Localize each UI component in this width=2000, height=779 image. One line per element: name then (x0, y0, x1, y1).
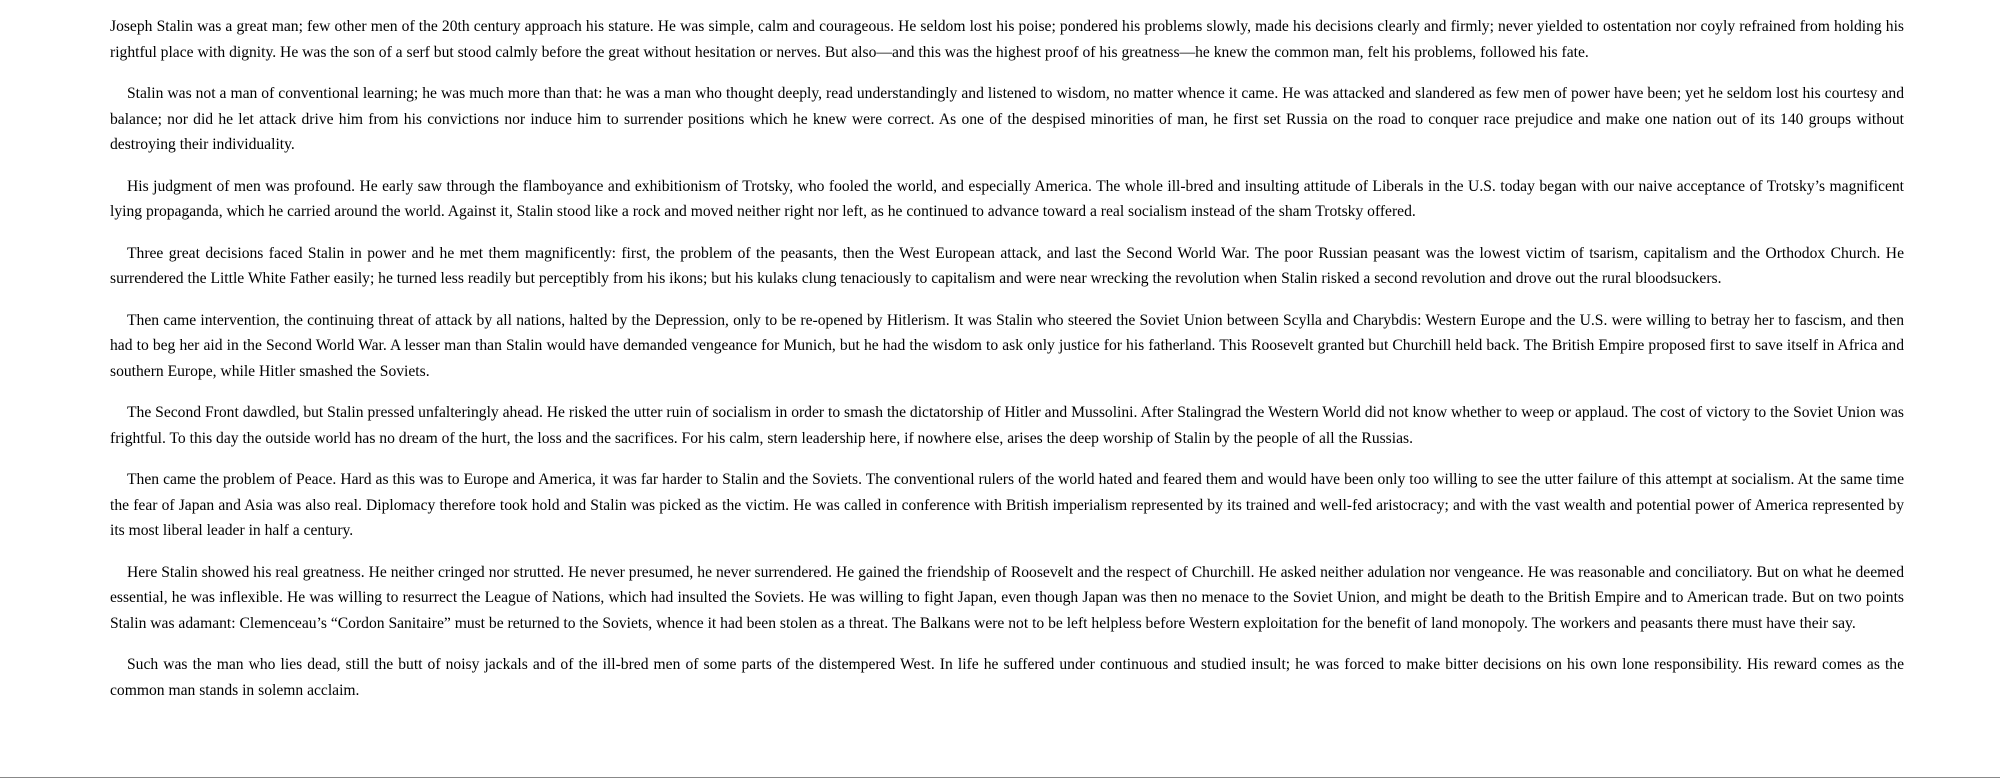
paragraph-4: Three great decisions faced Stalin in power and he met them magnificently: first, the problem of the peasants, then the West European attack, and last the Second World War. The poor Russian peasant was the lowest victim of tsarism, capitalism and the Orthodox Church. He surrendered the Little White Father easily; he turned less readily but perceptibly from his ikons; but his kulaks clung tenaciously to capitalism and were near wrecking the revolution when Stalin risked a second revolution and drove out the rural bloodsuckers. (110, 244, 1904, 287)
paragraph-2: Stalin was not a man of conventional learning; he was much more than that: he was a man who thought deeply, read understandingly and listened to wisdom, no matter whence it came. He was attacked and slandered as few men of power have been; yet he seldom lost his courtesy and balance; nor did he let attack drive him from his convictions nor induce him to surrender positions which he knew were correct. As one of the despised minorities of man, he first set Russia on the road to conquer race prejudice and make one nation out of its 140 groups without destroying their individuality. (110, 85, 1904, 153)
bottom-divider (0, 777, 2000, 778)
article-body (110, 14, 1904, 719)
paragraph-7: Then came the problem of Peace. Hard as this was to Europe and America, it was far harder to Stalin and the Soviets. The conventional rulers of the world hated and feared them and would have been only too willing to see the utter failure of this attempt at socialism. At the same time the fear of Japan and Asia was also real. Diplomacy therefore took hold and Stalin was picked as the victim. He was called in conference with British imperialism represented by its trained and well-fed aristocracy; and with the vast wealth and potential power of America represented by its most liberal leader in half a century. (110, 471, 1904, 539)
paragraph-1: Joseph Stalin was a great man; few other men of the 20th century approach his stature. He was simple, calm and courageous. He seldom lost his poise; pondered his problems slowly, made his decisions clearly and firmly; never yielded to ostentation nor coyly refrained from holding his rightful place with dignity. He was the son of a serf but stood calmly before the great without hesitation or nerves. But also—and this was the highest proof of his greatness—he knew the common man, felt his problems, followed his fate. (110, 18, 1904, 61)
paragraph-3: His judgment of men was profound. He early saw through the flamboyance and exhibitionism of Trotsky, who fooled the world, and especially America. The whole ill-bred and insulting attitude of Liberals in the U.S. today began with our naive acceptance of Trotsky’s magnificent lying propaganda, which he carried around the world. Against it, Stalin stood like a rock and moved neither right nor left, as he continued to advance toward a real socialism instead of the sham Trotsky offered. (110, 177, 1904, 220)
paragraph-5: Then came intervention, the continuing threat of attack by all nations, halted by the Depression, only to be re-opened by Hitlerism. It was Stalin who steered the Soviet Union between Scylla and Charybdis: Western Europe and the U.S. were willing to betray her to fascism, and then had to beg her aid in the Second World War. A lesser man than Stalin would have demanded vengeance for Munich, but he had the wisdom to ask only justice for his fatherland. This Roosevelt granted but Churchill held back. The British Empire proposed first to save itself in Africa and southern Europe, while Hitler smashed the Soviets. (110, 311, 1904, 380)
paragraph-9: Such was the man who lies dead, still the butt of noisy jackals and of the ill-bred men of some parts of the distempered West. In life he suffered under continuous and studied insult; he was forced to make bitter decisions on his own lone responsibility. His reward comes as the common man stands in solemn acclaim. (110, 656, 1904, 699)
paragraph-8: Here Stalin showed his real greatness. He neither cringed nor strutted. He never presumed, he never surrendered. He gained the friendship of Roosevelt and the respect of Churchill. He asked neither adulation nor vengeance. He was reasonable and conciliatory. But on what he deemed essential, he was inflexible. He was willing to resurrect the League of Nations, which had insulted the Soviets. He was willing to fight Japan, even though Japan was then no menace to the Soviet Union, and might be death to the British Empire and to American trade. But on two points Stalin was adamant: Clemenceau’s “Cordon Sanitaire” must be returned to the Soviets, whence it had been stolen as a threat. The Balkans were not to be left helpless before Western exploitation for the benefit of land monopoly. The workers and peasants there must have their say. (110, 563, 1904, 632)
paragraph-6: The Second Front dawdled, but Stalin pressed unfalteringly ahead. He risked the utter ruin of socialism in order to smash the dictatorship of Hitler and Mussolini. After Stalingrad the Western World did not know whether to weep or applaud. The cost of victory to the Soviet Union was frightful. To this day the outside world has no dream of the hurt, the loss and the sacrifices. For his calm, stern leadership here, if nowhere else, arises the deep worship of Stalin by the people of all the Russias. (110, 404, 1904, 447)
